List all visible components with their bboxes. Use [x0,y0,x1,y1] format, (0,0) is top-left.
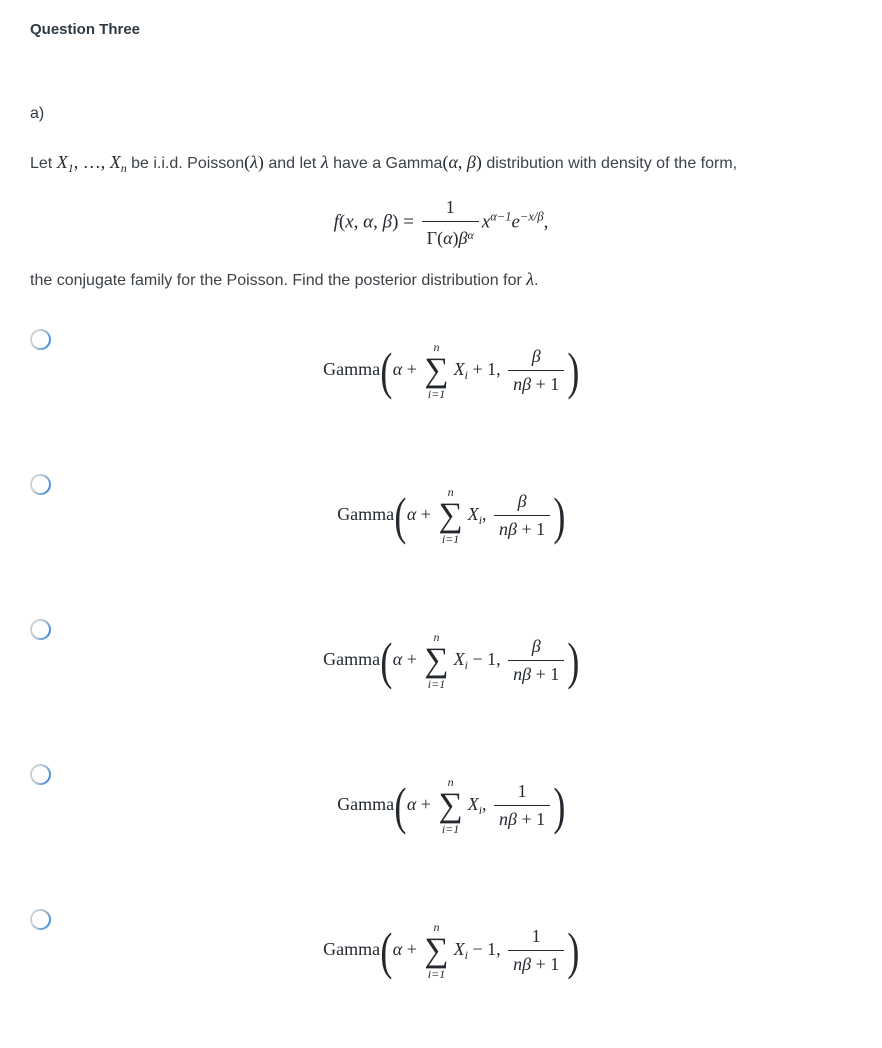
radio-inner [32,766,49,783]
intro-paragraph: Let $X_1$, …, $X_n$ be i.i.d. Poisson(λ) and let λ have a Gamma(α, β) distribution with density of the form, [30,152,738,175]
option-formula: Gamma(α + n ∑ i=1 $X_i + 1$, $\frac{\beta}{n\beta + 1}$ ) [323,340,580,401]
option-fraction: $\frac{\beta}{n\beta + 1}$ [508,345,564,397]
math-alpha-beta: α, β [448,152,476,172]
math-xn: X [109,152,121,172]
option-fraction: $\frac{1}{n\beta + 1}$ [508,925,564,977]
option-formula: Gamma(α + n ∑ i=1 $X_i$, $\frac{\beta}{n\beta + 1}$ ) [337,485,566,546]
answer-option [30,323,852,468]
conjugate-note: the conjugate family for the Poisson. Find the posterior distribution for λ. [30,269,539,289]
answer-option [30,903,852,1048]
question-title: Question Three [30,21,141,38]
density-fraction: $\frac{1}{\Gamma(\alpha)\beta^\alpha}$ [422,196,479,251]
intro-text: distribution with density of the form, [481,155,738,172]
answer-options [30,323,852,1048]
sigma-icon: ∑ [424,932,449,969]
part-label: a) [30,105,45,122]
radio-button[interactable] [30,329,51,350]
summation: n ∑ i=1 [424,630,449,691]
option-formula: Gamma(α + n ∑ i=1 $X_i - 1$, $\frac{\beta}{n\beta + 1}$ ) [323,630,580,691]
sigma-icon: ∑ [438,787,463,824]
radio-button[interactable] [30,474,51,495]
open-paren: ( [380,631,393,691]
radio-button[interactable] [30,764,51,785]
open-paren: ( [380,921,393,981]
close-paren: ) [553,776,566,836]
answer-option [30,758,852,903]
radio-inner [32,621,49,638]
intro-text: have a Gamma [328,155,443,172]
intro-text: Let [30,155,57,172]
gamma-label: Gamma [337,794,395,815]
summation: n ∑ i=1 [424,340,449,401]
sigma-icon: ∑ [424,642,449,679]
close-paren: ) [567,341,580,401]
math-x1: X [56,152,68,172]
radio-inner [32,911,49,928]
answer-option [30,613,852,758]
option-fraction: $\frac{1}{n\beta + 1}$ [494,780,550,832]
intro-text: be i.i.d. Poisson [126,155,245,172]
gamma-label: Gamma [323,359,381,380]
radio-button[interactable] [30,619,51,640]
math-lambda: λ [250,152,258,172]
summation: n ∑ i=1 [438,485,463,546]
open-paren: ( [394,776,407,836]
gamma-label: Gamma [323,939,381,960]
option-fraction: $\frac{\beta}{n\beta + 1}$ [494,490,550,542]
math-ellipsis: , …, [73,152,110,172]
math-lambda: λ [320,152,329,172]
option-formula: Gamma(α + n ∑ i=1 $X_i - 1$, $\frac{1}{n\beta + 1}$ ) [323,920,580,981]
gamma-label: Gamma [337,504,395,525]
close-paren: ) [567,631,580,691]
density-formula: f(x, α, β) = $\frac{1}{\Gamma(\alpha)\beta^\alpha}$ $x^{\alpha-1}e^{-x/\beta}$, [30,196,852,251]
sigma-icon: ∑ [424,352,449,389]
intro-text: and let [263,155,321,172]
option-fraction: $\frac{\beta}{n\beta + 1}$ [508,635,564,687]
radio-inner [32,476,49,493]
answer-option [30,468,852,613]
sigma-icon: ∑ [438,497,463,534]
radio-inner [32,331,49,348]
open-paren: ( [394,486,407,546]
summation: n ∑ i=1 [438,775,463,836]
option-formula: Gamma(α + n ∑ i=1 $X_i$, $\frac{1}{n\beta + 1}$ ) [337,775,566,836]
close-paren: ) [567,921,580,981]
gamma-label: Gamma [323,649,381,670]
open-paren: ( [380,341,393,401]
radio-button[interactable] [30,909,51,930]
close-paren: ) [553,486,566,546]
math-lambda: λ [526,269,535,289]
summation: n ∑ i=1 [424,920,449,981]
